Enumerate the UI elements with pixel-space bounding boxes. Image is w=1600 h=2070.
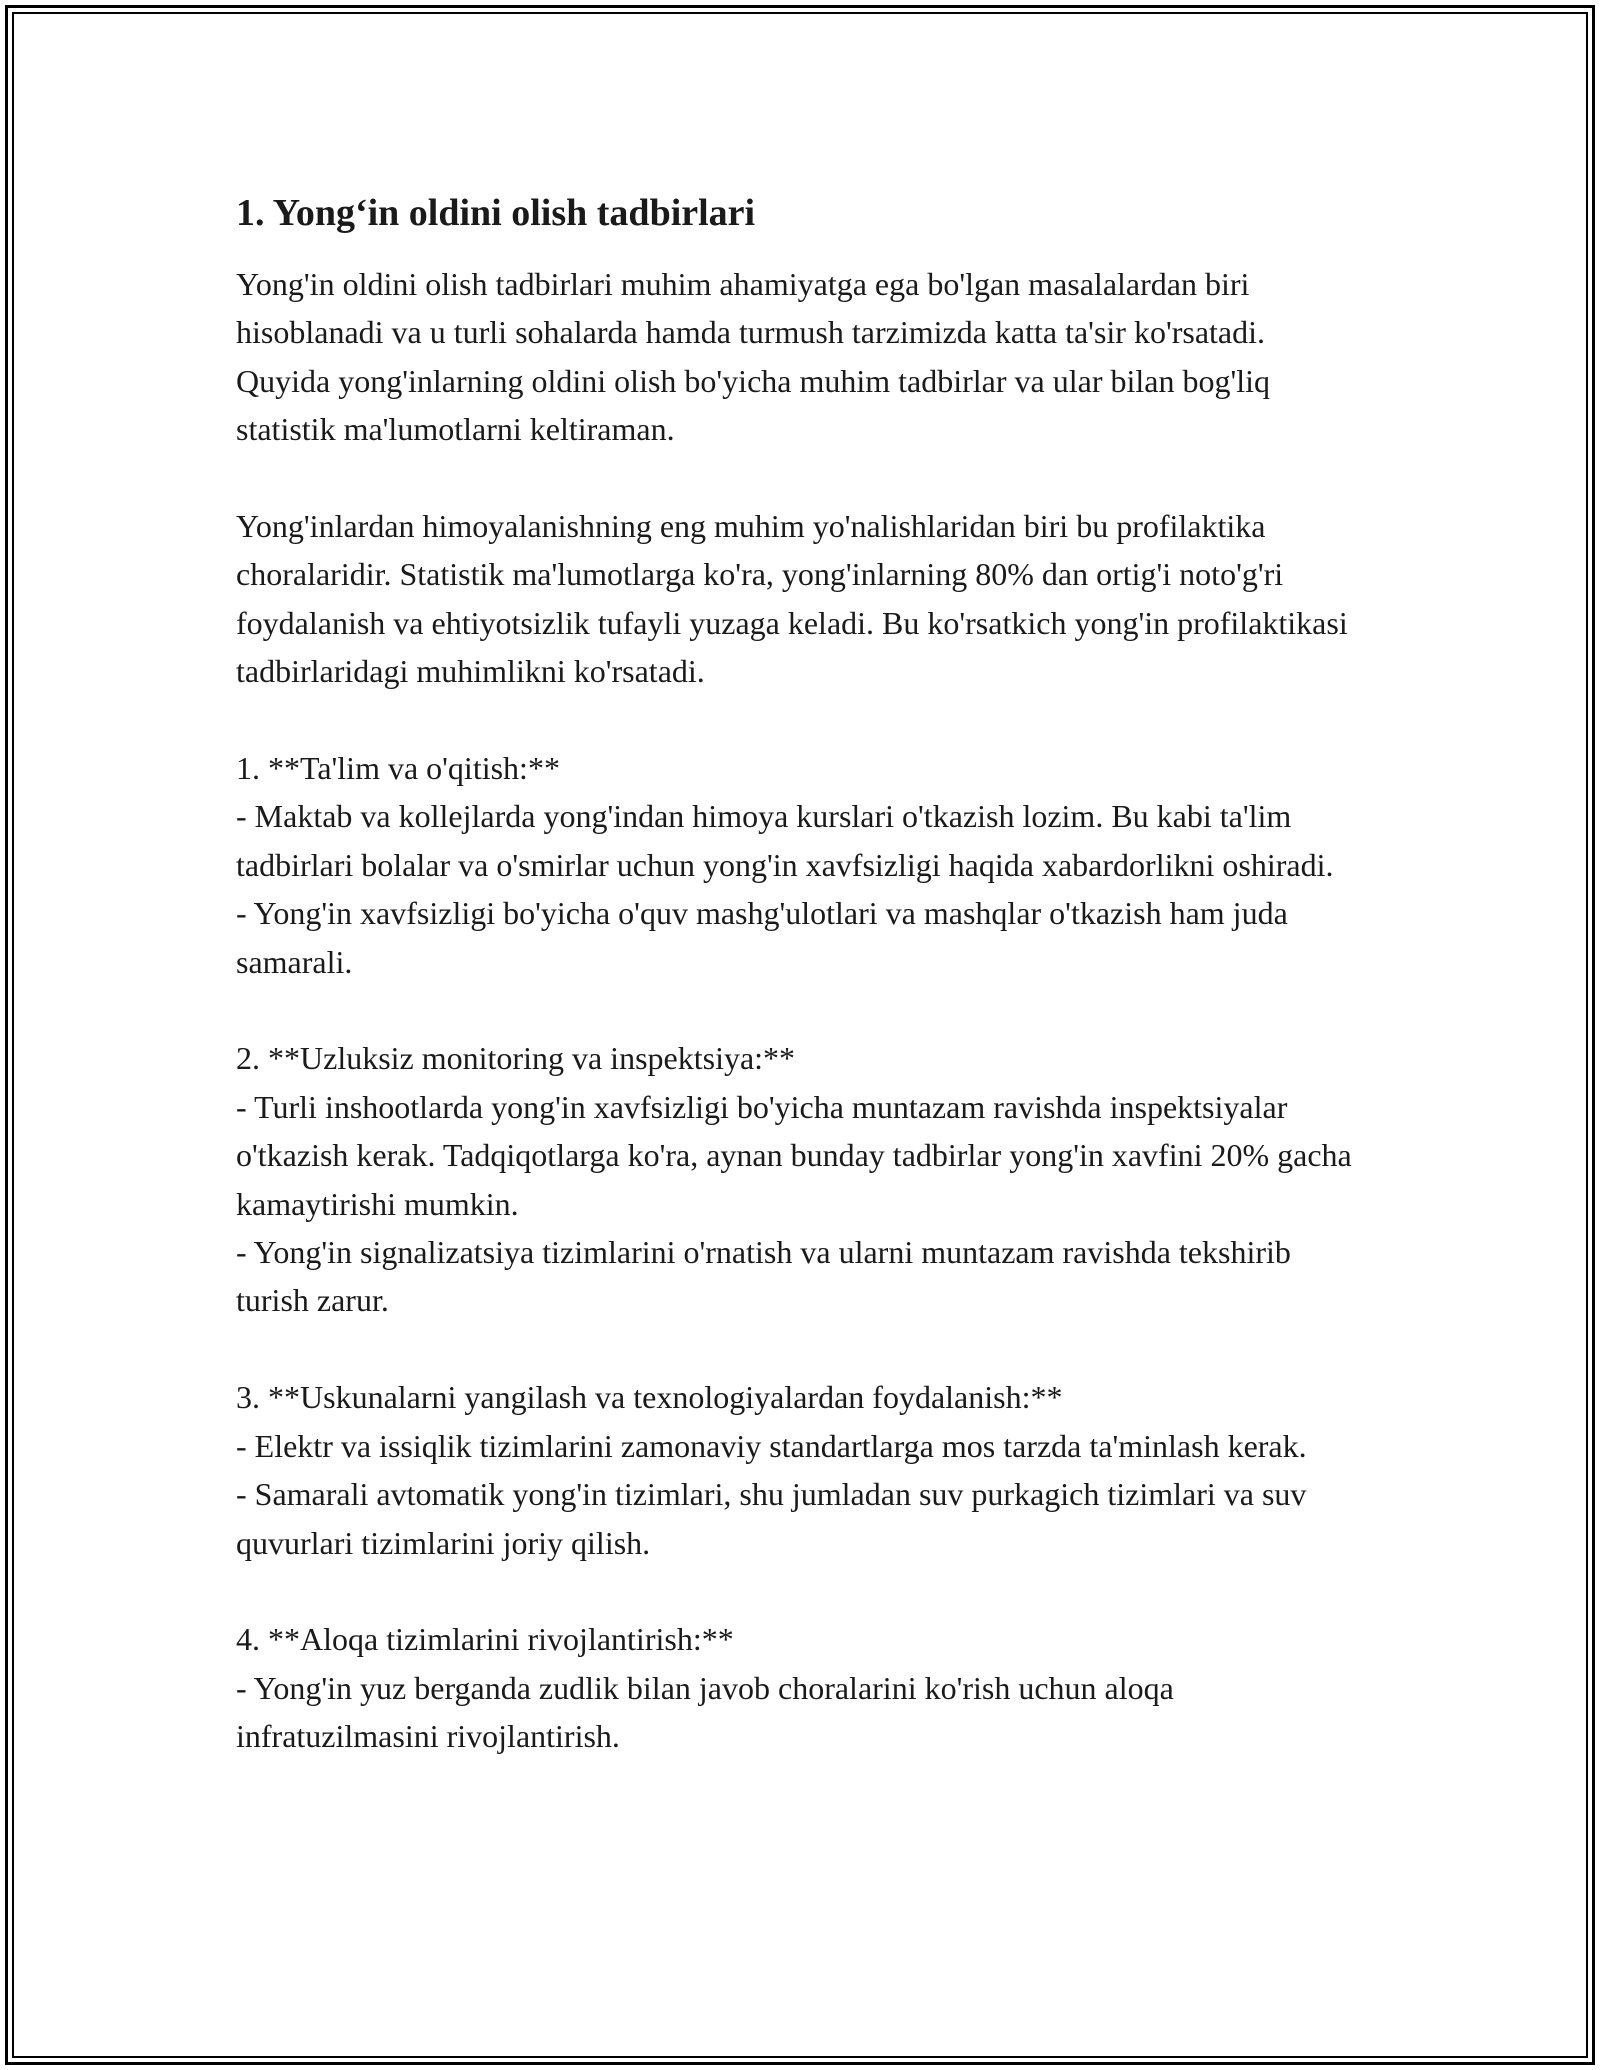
section-bullet: - Yong'in yuz berganda zudlik bilan javob choralarini ko'rish uchun aloqa infratuzilmasini rivojlantirish. — [236, 1669, 1174, 1755]
paragraph-gap — [236, 1325, 1366, 1373]
section-heading: 2. **Uzluksiz monitoring va inspektsiya:** — [236, 1040, 796, 1077]
section-heading: 1. **Ta'lim va o'qitish:** — [236, 750, 560, 787]
section-heading: 3. **Uskunalarni yangilash va texnologiyalardan foydalanish:** — [236, 1379, 1063, 1416]
section-bullet: - Samarali avtomatik yong'in tizimlari, shu jumladan suv purkagich tizimlari va suv quvurlari tizimlarini joriy qilish. — [236, 1476, 1307, 1561]
section-bullet: - Maktab va kollejlarda yong'indan himoya kurslari o'tkazish lozim. Bu kabi ta'lim tadbirlari bolalar va o'smirlar uchun yong'in xavfsizligi haqida xabardorlikni oshiradi. — [236, 798, 1334, 883]
section-communication — [236, 1615, 1366, 1760]
paragraph-gap — [236, 1567, 1366, 1615]
section-bullet: - Yong'in xavfsizligi bo'yicha o'quv mashg'ulotlari va mashqlar o'tkazish ham juda samarali. — [236, 895, 1288, 980]
section-education — [236, 744, 1366, 986]
section-bullet: - Elektr va issiqlik tizimlarini zamonaviy standartlarga mos tarzda ta'minlash kerak. — [236, 1427, 1307, 1464]
section-heading: 4. **Aloqa tizimlarini rivojlantirish:** — [236, 1621, 734, 1658]
paragraph-gap — [236, 696, 1366, 744]
intro-paragraph: Yong'in oldini olish tadbirlari muhim ahamiyatga ega bo'lgan masalalardan biri hisoblanadi va u turli sohalarda hamda turmush tarzimizda katta ta'sir ko'rsatadi. Quyida yong'inlarning oldini olish bo'yicha muhim tadbirlar va ular bilan bog'liq statistik ma'lumotlarni keltiraman. — [236, 266, 1271, 448]
document-title: 1. Yong‘in oldini olish tadbirlari — [236, 192, 756, 234]
section-bullet: - Yong'in signalizatsiya tizimlarini o'rnatish va ularni muntazam ravishda tekshirib turish zarur. — [236, 1234, 1291, 1319]
document-body — [236, 188, 1366, 1761]
section-monitoring — [236, 1034, 1366, 1324]
paragraph-gap — [236, 986, 1366, 1034]
paragraph-gap — [236, 454, 1366, 502]
section-equipment — [236, 1373, 1366, 1567]
section-bullet: - Turli inshootlarda yong'in xavfsizligi bo'yicha muntazam ravishda inspektsiyalar o'tkazish kerak. Tadqiqotlarga ko'ra, aynan bunday tadbirlar yong'in xavfini 20% gacha kamaytirishi mumkin. — [236, 1088, 1352, 1222]
intro-paragraph: Yong'inlardan himoyalanishning eng muhim yo'nalishlaridan biri bu profilaktika choralaridir. Statistik ma'lumotlarga ko'ra, yong'inlarning 80% dan ortig'i noto'g'ri foydalanish va ehtiyotsizlik tufayli yuzaga keladi. Bu ko'rsatkich yong'in profilaktikasi tadbirlaridagi muhimlikni ko'rsatadi. — [236, 508, 1348, 690]
